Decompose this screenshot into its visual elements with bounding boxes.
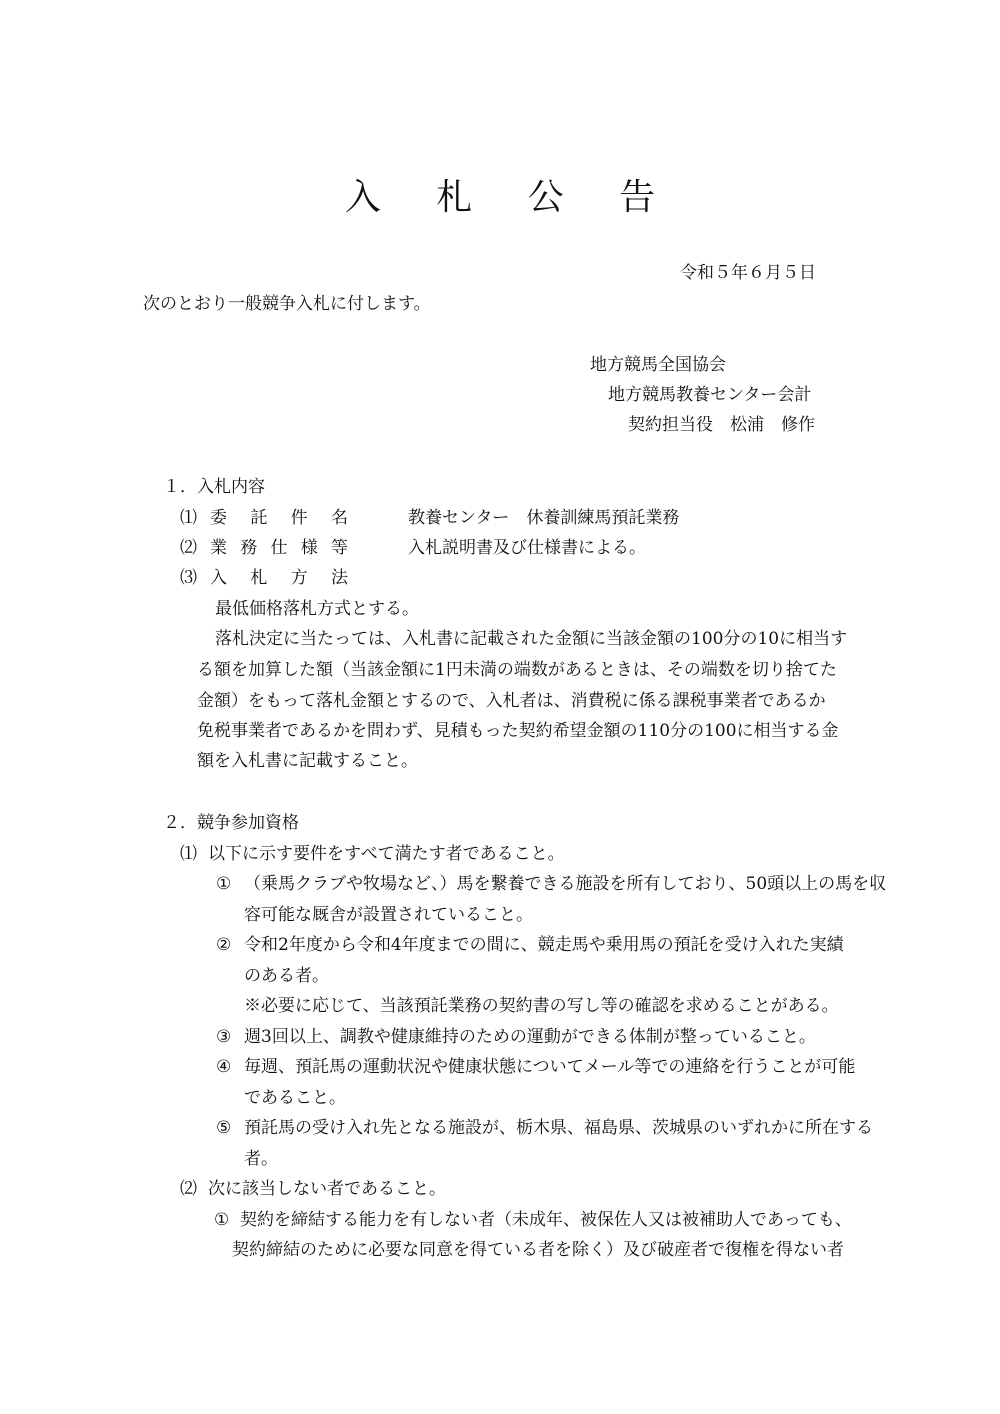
item-number: ⑴ <box>180 508 197 528</box>
requirement-number: ① <box>216 874 232 894</box>
label-char: 仕 <box>270 538 288 558</box>
requirement-line: 令和2年度から令和4年度までの間に、競走馬や乗用馬の預託を受け入れた実績 <box>244 935 844 955</box>
requirement-line: （乗馬クラブや牧場など、）馬を繋養できる施設を所有しており、50頭以上の馬を収 <box>244 874 887 894</box>
requirement-line: 預託馬の受け入れ先となる施設が、栃木県、福島県、茨城県のいずれかに所在する <box>244 1118 873 1138</box>
sub-text: 次に該当しない者であること。 <box>208 1179 446 1199</box>
item-number: ⑵ <box>180 538 197 558</box>
document-title: 入 札 公 告 <box>344 177 678 218</box>
requirement-number: ② <box>216 935 232 955</box>
requirement-number: ④ <box>216 1057 232 1077</box>
label-char: 業 <box>210 538 227 558</box>
item-label <box>210 537 348 559</box>
label-char: 託 <box>250 508 268 528</box>
issue-date: 令和５年６月５日 <box>680 263 816 283</box>
paragraph-line: 額を入札書に記載すること。 <box>197 751 418 771</box>
requirement-line: 週3回以上、調教や健康維持のための運動ができる体制が整っていること。 <box>244 1027 816 1047</box>
requirement-line: 者。 <box>244 1149 278 1169</box>
requirement-number: ③ <box>216 1027 232 1047</box>
sub-number: ⑵ <box>180 1179 197 1199</box>
paragraph-line: 免税事業者であるかを問わず、見積もった契約希望金額の110分の100に相当する金 <box>197 721 839 741</box>
requirement-number: ⑤ <box>216 1118 232 1138</box>
section-2-heading: ２．競争参加資格 <box>163 813 299 833</box>
issuer-officer: 契約担当役 松浦 修作 <box>628 415 815 435</box>
requirement-line: 毎週、預託馬の運動状況や健康状態についてメール等での連絡を行うことが可能 <box>244 1057 856 1077</box>
label-char: 法 <box>330 568 348 588</box>
requirement-note: ※必要に応じて、当該預託業務の契約書の写し等の確認を求めることがある。 <box>244 996 839 1016</box>
item-number: ⑶ <box>180 568 197 588</box>
paragraph-line: る額を加算した額（当該金額に1円未満の端数があるときは、その端数を切り捨てた <box>197 660 837 680</box>
paragraph-line: 金額）をもって落札金額とするので、入札者は、消費税に係る課税事業者であるか <box>197 691 826 711</box>
label-char: 方 <box>290 568 308 588</box>
exclusion-line: 契約を締結する能力を有しない者（未成年、被保佐人又は被補助人であっても、 <box>240 1210 852 1230</box>
issuer-org: 地方競馬全国協会 <box>590 355 726 375</box>
sub-text: 以下に示す要件をすべて満たす者であること。 <box>208 844 565 864</box>
requirement-line: 容可能な厩舎が設置されていること。 <box>244 905 533 925</box>
label-char: 入 <box>210 568 227 588</box>
intro-text: 次のとおり一般競争入札に付します。 <box>143 294 431 314</box>
paragraph-line: 落札決定に当たっては、入札書に記載された金額に当該金額の100分の10に相当す <box>215 629 848 649</box>
bid-method-text: 最低価格落札方式とする。 <box>215 599 419 619</box>
label-char: 様 <box>300 538 318 558</box>
section-1-heading: １．入札内容 <box>163 477 265 497</box>
label-char: 名 <box>330 508 348 528</box>
requirement-line: のある者。 <box>244 966 329 986</box>
sub-number: ⑴ <box>180 844 197 864</box>
requirement-line: であること。 <box>244 1088 346 1108</box>
issuer-dept: 地方競馬教養センター会計 <box>608 385 812 405</box>
item-label <box>210 507 348 529</box>
item-value: 入札説明書及び仕様書による。 <box>408 538 646 558</box>
item-value: 教養センター 休養訓練馬預託業務 <box>408 508 680 528</box>
exclusion-line: 契約締結のために必要な同意を得ている者を除く）及び破産者で復権を得ない者 <box>232 1240 844 1260</box>
label-char: 札 <box>250 568 268 588</box>
label-char: 等 <box>331 538 348 558</box>
item-label <box>210 567 348 589</box>
label-char: 務 <box>240 538 258 558</box>
label-char: 委 <box>210 508 227 528</box>
exclusion-number: ① <box>214 1210 230 1230</box>
label-char: 件 <box>290 508 308 528</box>
